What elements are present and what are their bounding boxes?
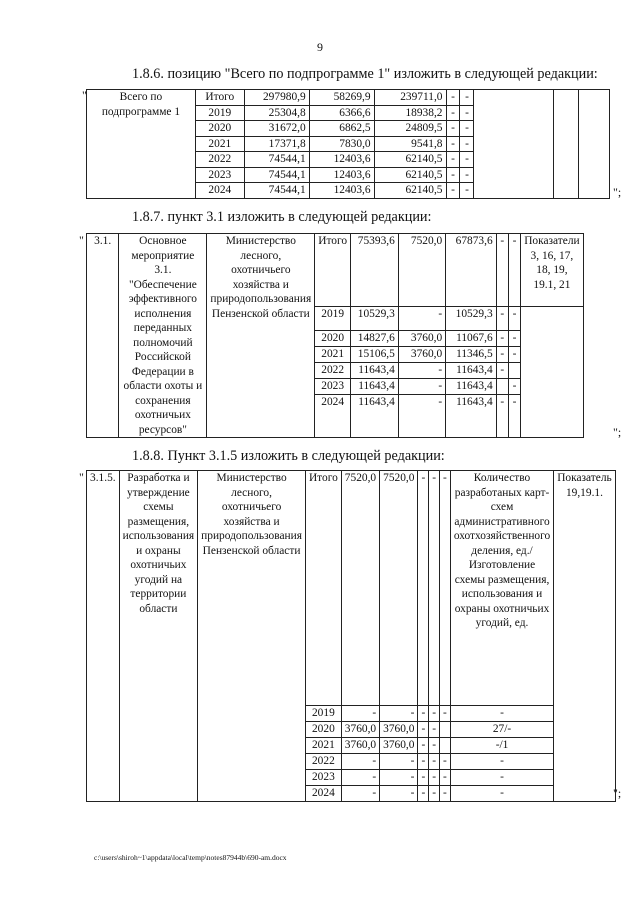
federal-cell: 6366,6 bbox=[309, 105, 374, 121]
table-row bbox=[87, 471, 616, 706]
total-cell: 3760,0 bbox=[341, 738, 379, 754]
empty-cell bbox=[521, 307, 583, 438]
year-cell: 2024 bbox=[195, 183, 244, 199]
federal-cell: - bbox=[380, 754, 418, 770]
local-cell: - bbox=[496, 307, 508, 331]
regional-cell: 18938,2 bbox=[374, 105, 446, 121]
executor: Министерство лесного, охотничьего хозяйства и природопользования Пензенской области bbox=[207, 234, 315, 438]
other-cell: - bbox=[440, 706, 451, 722]
regional-cell: 11643,4 bbox=[446, 379, 496, 395]
close-quote: "; bbox=[613, 425, 622, 439]
table-item-3-1 bbox=[86, 233, 610, 438]
table-item-3-1-5 bbox=[86, 470, 616, 802]
heading-1-8-7: 1.8.7. пункт 3.1 изложить в следующей редакции: bbox=[132, 209, 432, 225]
total-cell: 14827,6 bbox=[351, 331, 399, 347]
year-cell: 2023 bbox=[195, 167, 244, 183]
open-quote: " bbox=[82, 88, 87, 102]
year-cell: 2019 bbox=[305, 706, 341, 722]
table-total-subprogram-1 bbox=[86, 89, 610, 199]
other-cell: - bbox=[460, 136, 474, 152]
year-cell: Итого bbox=[195, 90, 244, 106]
regional-cell: - bbox=[418, 770, 429, 786]
total-cell: 3760,0 bbox=[341, 722, 379, 738]
local-cell: - bbox=[446, 90, 460, 106]
local-cell: - bbox=[446, 152, 460, 168]
federal-cell: 6862,5 bbox=[309, 121, 374, 137]
other-cell: - bbox=[440, 786, 451, 802]
regional-cell: 24809,5 bbox=[374, 121, 446, 137]
other-cell bbox=[440, 722, 451, 738]
local-cell: - bbox=[496, 363, 508, 379]
other-cell: - bbox=[508, 395, 520, 438]
heading-1-8-8: 1.8.8. Пункт 3.1.5 изложить в следующей редакции: bbox=[132, 448, 445, 464]
page-number: 9 bbox=[317, 40, 323, 54]
regional-cell: 62140,5 bbox=[374, 152, 446, 168]
total-cell: 74544,1 bbox=[244, 183, 309, 199]
year-cell: 2021 bbox=[195, 136, 244, 152]
activity-name: Основное мероприятие 3.1. "Обеспечение эффективного исполнения переданных полномочий Российской Федерации в области охоты и сохранения охотничьих ресурсов" bbox=[119, 234, 207, 438]
local-cell: - bbox=[446, 183, 460, 199]
year-cell: 2023 bbox=[315, 379, 351, 395]
regional-cell: 239711,0 bbox=[374, 90, 446, 106]
empty-cell bbox=[579, 90, 610, 199]
federal-cell: 12403,6 bbox=[309, 167, 374, 183]
total-cell: 11643,4 bbox=[351, 379, 399, 395]
open-quote: " bbox=[79, 470, 84, 484]
federal-cell: 3760,0 bbox=[398, 331, 445, 347]
local-cell: - bbox=[429, 722, 440, 738]
file-path-footer: c:\users\shiroh~1\appdata\local\temp\notes87944b\690-am.docx bbox=[94, 853, 287, 862]
federal-cell: - bbox=[380, 770, 418, 786]
indicators: Показатели 3, 16, 17, 18, 19, 19.1, 21 bbox=[521, 234, 583, 307]
total-cell: 10529,3 bbox=[351, 307, 399, 331]
other-cell: - bbox=[440, 754, 451, 770]
federal-cell: 7520,0 bbox=[380, 471, 418, 706]
regional-cell: 11346,5 bbox=[446, 347, 496, 363]
item-number: 3.1. bbox=[87, 234, 119, 438]
year-cell: 2019 bbox=[315, 307, 351, 331]
close-quote: "; bbox=[613, 185, 622, 199]
year-cell: 2022 bbox=[305, 754, 341, 770]
total-cell: 31672,0 bbox=[244, 121, 309, 137]
empty-cell bbox=[474, 90, 554, 199]
empty-cell bbox=[554, 90, 579, 199]
local-cell: - bbox=[446, 136, 460, 152]
heading-1-8-6: 1.8.6. позицию "Всего по подпрограмме 1" изложить в следующей редакции: bbox=[132, 66, 598, 82]
local-cell: - bbox=[429, 706, 440, 722]
result-indicator: Количество разработаных карт-схем административного охотхозяйственного деления, ед./ Изготовление схемы размещения, использования и охраны охотничьих угодий, ед. bbox=[450, 471, 553, 706]
year-cell: 2021 bbox=[315, 347, 351, 363]
federal-cell: - bbox=[398, 395, 445, 438]
local-cell: - bbox=[496, 331, 508, 347]
total-cell: 15106,5 bbox=[351, 347, 399, 363]
table-row bbox=[87, 234, 610, 307]
regional-cell: 67873,6 bbox=[446, 234, 496, 307]
item-number: 3.1.5. bbox=[87, 471, 120, 802]
regional-cell: - bbox=[418, 706, 429, 722]
total-cell: 75393,6 bbox=[351, 234, 399, 307]
total-cell: - bbox=[341, 786, 379, 802]
federal-cell: 3760,0 bbox=[380, 738, 418, 754]
subprogram-label: Всего по подпрограмме 1 bbox=[87, 90, 196, 199]
total-cell: 17371,8 bbox=[244, 136, 309, 152]
local-cell: - bbox=[496, 395, 508, 438]
federal-cell: 12403,6 bbox=[309, 183, 374, 199]
total-cell: - bbox=[341, 754, 379, 770]
local-cell: - bbox=[429, 786, 440, 802]
other-cell: - bbox=[460, 152, 474, 168]
result-value: - bbox=[450, 786, 553, 802]
total-cell: 74544,1 bbox=[244, 167, 309, 183]
other-cell: - bbox=[508, 331, 520, 347]
other-cell: - bbox=[440, 471, 451, 706]
year-cell: 2022 bbox=[315, 363, 351, 379]
regional-cell: 62140,5 bbox=[374, 167, 446, 183]
local-cell: - bbox=[429, 770, 440, 786]
total-cell: 11643,4 bbox=[351, 363, 399, 379]
other-cell: - bbox=[460, 121, 474, 137]
local-cell: - bbox=[446, 105, 460, 121]
regional-cell: - bbox=[418, 738, 429, 754]
regional-cell: 62140,5 bbox=[374, 183, 446, 199]
other-cell: - bbox=[460, 90, 474, 106]
other-cell bbox=[508, 363, 520, 379]
federal-cell: 58269,9 bbox=[309, 90, 374, 106]
year-cell: 2024 bbox=[305, 786, 341, 802]
federal-cell: 3760,0 bbox=[380, 722, 418, 738]
result-value: 27/- bbox=[450, 722, 553, 738]
result-value: - bbox=[450, 770, 553, 786]
local-cell bbox=[496, 379, 508, 395]
year-cell: Итого bbox=[315, 234, 351, 307]
federal-cell: 3760,0 bbox=[398, 347, 445, 363]
activity-name: Разработка и утверждение схемы размещения, использования и охраны охотничьих угодий на территории области bbox=[119, 471, 198, 802]
year-cell: 2020 bbox=[305, 722, 341, 738]
other-cell: - bbox=[460, 167, 474, 183]
total-cell: 11643,4 bbox=[351, 395, 399, 438]
federal-cell: - bbox=[380, 706, 418, 722]
indicators: Показатель 19,19.1. bbox=[554, 471, 616, 802]
year-cell: 2020 bbox=[195, 121, 244, 137]
total-cell: 297980,9 bbox=[244, 90, 309, 106]
other-cell: - bbox=[460, 105, 474, 121]
local-cell: - bbox=[496, 234, 508, 307]
federal-cell: 7830,0 bbox=[309, 136, 374, 152]
year-cell: 2020 bbox=[315, 331, 351, 347]
regional-cell: - bbox=[418, 754, 429, 770]
result-value: -/1 bbox=[450, 738, 553, 754]
local-cell: - bbox=[429, 471, 440, 706]
regional-cell: 11643,4 bbox=[446, 363, 496, 379]
year-cell: 2022 bbox=[195, 152, 244, 168]
regional-cell: 9541,8 bbox=[374, 136, 446, 152]
other-cell: - bbox=[508, 379, 520, 395]
year-cell: 2023 bbox=[305, 770, 341, 786]
other-cell: - bbox=[460, 183, 474, 199]
total-cell: 25304,8 bbox=[244, 105, 309, 121]
open-quote: " bbox=[79, 233, 84, 247]
result-value: - bbox=[450, 706, 553, 722]
close-quote: "; bbox=[613, 786, 622, 800]
regional-cell: 10529,3 bbox=[446, 307, 496, 331]
local-cell: - bbox=[429, 738, 440, 754]
year-cell: Итого bbox=[305, 471, 341, 706]
local-cell: - bbox=[446, 121, 460, 137]
year-cell: 2021 bbox=[305, 738, 341, 754]
total-cell: - bbox=[341, 770, 379, 786]
local-cell: - bbox=[496, 347, 508, 363]
year-cell: 2019 bbox=[195, 105, 244, 121]
result-value: - bbox=[450, 754, 553, 770]
total-cell: 7520,0 bbox=[341, 471, 379, 706]
regional-cell: 11067,6 bbox=[446, 331, 496, 347]
regional-cell: - bbox=[418, 722, 429, 738]
total-cell: - bbox=[341, 706, 379, 722]
total-cell: 74544,1 bbox=[244, 152, 309, 168]
local-cell: - bbox=[429, 754, 440, 770]
federal-cell: - bbox=[398, 379, 445, 395]
other-cell: - bbox=[508, 234, 520, 307]
other-cell: - bbox=[508, 307, 520, 331]
regional-cell: - bbox=[418, 786, 429, 802]
federal-cell: - bbox=[380, 786, 418, 802]
other-cell: - bbox=[440, 770, 451, 786]
regional-cell: - bbox=[418, 471, 429, 706]
other-cell: - bbox=[508, 347, 520, 363]
year-cell: 2024 bbox=[315, 395, 351, 438]
federal-cell: 12403,6 bbox=[309, 152, 374, 168]
federal-cell: 7520,0 bbox=[398, 234, 445, 307]
regional-cell: 11643,4 bbox=[446, 395, 496, 438]
federal-cell: - bbox=[398, 363, 445, 379]
other-cell bbox=[440, 738, 451, 754]
table-row bbox=[87, 90, 610, 106]
local-cell: - bbox=[446, 167, 460, 183]
executor: Министерство лесного, охотничьего хозяйства и природопользования Пензенской области bbox=[198, 471, 306, 802]
federal-cell: - bbox=[398, 307, 445, 331]
